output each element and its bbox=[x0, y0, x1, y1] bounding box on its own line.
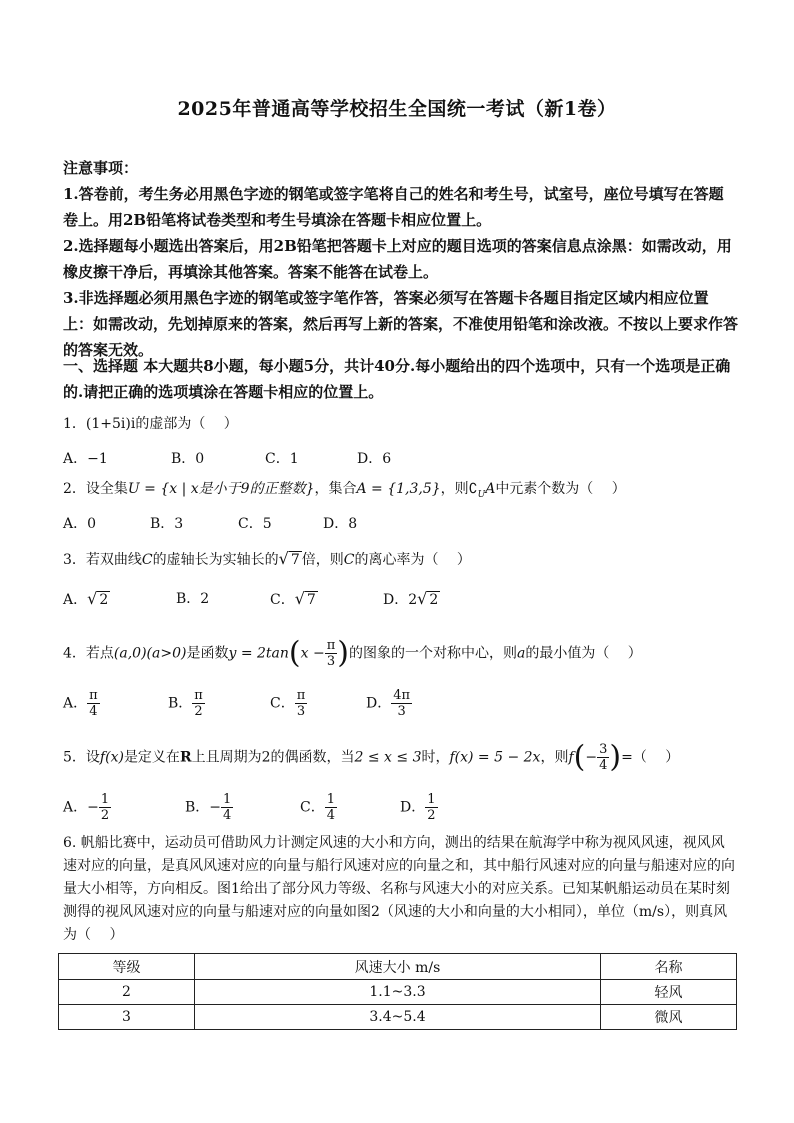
q2-tail: ，则 bbox=[440, 481, 469, 497]
q2-complement-a: A bbox=[485, 481, 496, 497]
q3-a-label: A． bbox=[63, 592, 88, 608]
q4-d-num: 4π bbox=[393, 688, 411, 703]
wind-scale-table bbox=[58, 953, 737, 1030]
q5-b-frac bbox=[221, 792, 233, 823]
table-cell: 3.4~5.4 bbox=[194, 1005, 600, 1030]
q5-R: R bbox=[179, 749, 192, 766]
q3-number: 3．若双曲线 bbox=[63, 552, 142, 568]
q5-c-num: 1 bbox=[326, 792, 335, 807]
q5-c-den: 4 bbox=[326, 808, 335, 823]
q4-c-den: 3 bbox=[296, 704, 306, 719]
q4-d-frac bbox=[391, 688, 412, 719]
q5-fx: f(x) bbox=[99, 749, 124, 766]
q5-b-sign: − bbox=[209, 799, 222, 816]
q5-d-den: 2 bbox=[427, 808, 436, 823]
col-name-header: 名称 bbox=[601, 954, 737, 980]
q4-option-c[interactable] bbox=[270, 688, 307, 719]
q3-a-rad: 2 bbox=[99, 592, 109, 608]
q5-c-frac bbox=[325, 792, 337, 823]
paren-left-icon: ( bbox=[573, 739, 586, 775]
q5-option-d[interactable] bbox=[400, 792, 438, 823]
q5-fraction bbox=[597, 742, 609, 773]
q4-b-den: 2 bbox=[194, 704, 203, 719]
table-header-row bbox=[59, 954, 737, 980]
q4-c-num: π bbox=[296, 688, 306, 703]
q5-b-label: B． bbox=[185, 799, 210, 816]
q4-a-label: A． bbox=[63, 695, 88, 712]
q5-text3: 时， bbox=[421, 749, 450, 766]
q4-three: 3 bbox=[326, 654, 336, 669]
table-cell: 2 bbox=[59, 980, 195, 1005]
q4-c-label: C． bbox=[270, 695, 295, 712]
sqrt-icon: √ bbox=[278, 549, 289, 568]
q2-option-b[interactable]: B．3 bbox=[150, 516, 184, 532]
notice-heading: 注意事项： bbox=[63, 159, 139, 177]
question-3 bbox=[63, 549, 471, 570]
table-cell: 3 bbox=[59, 1005, 195, 1030]
q4-option-b[interactable] bbox=[168, 688, 205, 719]
table-cell: 1.1~3.3 bbox=[194, 980, 600, 1005]
question-5 bbox=[63, 739, 680, 775]
q5-a-frac bbox=[99, 792, 111, 823]
q5-minus: − bbox=[585, 749, 598, 766]
q5-fd: 4 bbox=[599, 758, 608, 773]
q5-text2: 上且周期为2的偶函数，当 bbox=[191, 749, 355, 766]
q4-option-a[interactable] bbox=[63, 688, 100, 719]
q3-d-rad: 2 bbox=[429, 592, 439, 608]
q3-radicand: 7 bbox=[290, 552, 300, 568]
q3-text3: 的离心率为（ ） bbox=[354, 552, 471, 568]
q4-d-label: D． bbox=[366, 695, 392, 712]
q2-end: 中元素个数为（ ） bbox=[495, 481, 626, 497]
notice-item-1: 1.答卷前，考生务必用黑色字迹的钢笔或签字笔将自己的姓名和考生号，试室号，座位号填写在答题卷上。用2B铅笔将试卷类型和考生号填涂在答题卡相应位置上。 bbox=[63, 185, 724, 229]
q5-b-den: 4 bbox=[223, 808, 232, 823]
q4-d-den: 3 bbox=[397, 704, 406, 719]
q4-a-num: π bbox=[89, 688, 98, 703]
paren-right-icon: ) bbox=[609, 739, 622, 775]
q5-c-label: C． bbox=[300, 799, 325, 816]
q1-option-c[interactable]: C．1 bbox=[265, 451, 299, 467]
col-grade-header: 等级 bbox=[59, 954, 195, 980]
q5-text4: ，则 bbox=[540, 749, 569, 766]
q2-option-a[interactable]: A．0 bbox=[63, 516, 97, 532]
question-2 bbox=[63, 479, 626, 505]
q3-c-label: C． bbox=[270, 592, 295, 608]
q1-expr: (1+5i)i bbox=[85, 416, 136, 432]
sqrt-icon: √ bbox=[294, 589, 305, 608]
q4-b-frac bbox=[192, 688, 205, 719]
q5-f: f bbox=[568, 749, 574, 766]
paren-right-icon: ) bbox=[337, 635, 349, 671]
table-cell: 轻风 bbox=[601, 980, 737, 1005]
q3-d-label: D． bbox=[383, 592, 409, 608]
table-row bbox=[59, 980, 737, 1005]
q3-option-c[interactable] bbox=[270, 589, 318, 610]
question-1 bbox=[63, 414, 238, 434]
q3-text1: 的虚轴长为实轴长的 bbox=[152, 552, 279, 568]
q3-c2: C bbox=[343, 552, 355, 568]
q4-text2: 的图象的一个对称中心，则 bbox=[348, 645, 517, 662]
q1-text: 的虚部为（ ） bbox=[135, 416, 238, 432]
q5-text1: 是定义在 bbox=[123, 749, 180, 766]
sqrt-icon: √ bbox=[87, 589, 98, 608]
q2-complement: ∁ bbox=[468, 481, 478, 497]
question-4 bbox=[63, 635, 642, 671]
q4-pi: π bbox=[326, 638, 336, 653]
q4-c-frac bbox=[295, 688, 308, 719]
q2-number: 2．设全集 bbox=[63, 481, 128, 497]
question-6: 6. 帆船比赛中，运动员可借助风力计测定风速的大小和方向，测出的结果在航海学中称为视风风速，视风风速对应的向量，是真风风速对应的向量与船行风速对应的向量之和，其中船行风速对应的向量与船速对应的向量大小相等，方向相反。图1给出了部分风力等级、名称与风速大小的对应关系。已知某帆船运动员在某时刻测得的视风风速对应的向量与船速对应的向量如图2（风速的大小和向量的大小相同），单位（m/s），则真风为（ ） bbox=[63, 835, 735, 943]
q3-text2: 倍，则 bbox=[301, 552, 344, 568]
q3-option-a[interactable] bbox=[63, 589, 110, 610]
q1-option-d[interactable]: D．6 bbox=[357, 451, 392, 467]
q4-option-d[interactable] bbox=[366, 688, 412, 719]
q3-c: C bbox=[141, 552, 153, 568]
q5-option-b[interactable] bbox=[185, 792, 233, 823]
q5-fn: 3 bbox=[599, 742, 608, 757]
q5-a-den: 2 bbox=[100, 808, 110, 823]
q4-a-frac bbox=[87, 688, 100, 719]
q5-text5: =（ ） bbox=[621, 749, 680, 766]
q3-option-b[interactable]: B．2 bbox=[176, 591, 210, 607]
q5-d-num: 1 bbox=[427, 792, 436, 807]
paren-left-icon: ( bbox=[288, 635, 301, 671]
q2-complement-sub: U bbox=[477, 489, 486, 500]
q5-d-frac bbox=[425, 792, 437, 823]
q4-inner: x − bbox=[300, 645, 325, 662]
q5-def: f(x) = 5 − 2x bbox=[449, 749, 541, 766]
q5-a-sign: − bbox=[87, 799, 99, 816]
q5-option-a[interactable] bbox=[63, 792, 111, 823]
notice-item-3: 3.非选择题必须用黑色字迹的钢笔或签字笔作答，答案必须写在答题卡各题目指定区域内相应位置上：如需改动，先划掉原来的答案，然后再写上新的答案，不准使用铅笔和涂改液。不按以上要求作答的答案无效。 bbox=[63, 289, 739, 359]
q5-number: 5．设 bbox=[63, 749, 100, 766]
q1-number: 1． bbox=[63, 416, 86, 432]
q4-number: 4．若点 bbox=[63, 645, 114, 662]
q4-func: y = 2tan bbox=[228, 645, 289, 662]
sqrt-icon: √ bbox=[417, 589, 428, 608]
table-row bbox=[59, 1005, 737, 1030]
q5-d-label: D． bbox=[400, 799, 426, 816]
table-cell: 微风 bbox=[601, 1005, 737, 1030]
q5-a-num: 1 bbox=[100, 792, 110, 807]
q4-b-num: π bbox=[194, 688, 203, 703]
q2-set-a: A = {1,3,5} bbox=[356, 481, 441, 497]
page-title: 2025年普通高等学校招生全国统一考试（新1卷） bbox=[177, 98, 617, 120]
q2-mid: ，集合 bbox=[314, 481, 357, 497]
q2-set-u: U = {x | x是小于9的正整数} bbox=[127, 481, 315, 497]
q3-d-coef: 2 bbox=[408, 592, 418, 608]
q4-point: (a,0)(a>0) bbox=[113, 645, 187, 662]
q3-c-rad: 7 bbox=[306, 592, 316, 608]
q3-option-d[interactable] bbox=[383, 589, 440, 610]
q4-a: a bbox=[516, 645, 526, 662]
q4-a-den: 4 bbox=[89, 704, 98, 719]
notice-item-2: 2.选择题每小题选出答案后，用2B铅笔把答题卡上对应的题目选项的答案信息点涂黑：如需改动，用橡皮擦干净后，再填涂其他答案。答案不能答在试卷上。 bbox=[63, 237, 732, 281]
col-speed-header: 风速大小 m/s bbox=[194, 954, 600, 980]
q4-text1: 是函数 bbox=[186, 645, 229, 662]
q5-a-label: A． bbox=[63, 799, 88, 816]
q5-b-num: 1 bbox=[223, 792, 232, 807]
q5-option-c[interactable] bbox=[300, 792, 337, 823]
q5-cond: 2 ≤ x ≤ 3 bbox=[354, 749, 422, 766]
q2-option-d[interactable]: D．8 bbox=[323, 516, 358, 532]
section-heading: 一、选择题 本大题共8小题，每小题5分，共计40分.每小题给出的四个选项中，只有一个选项是正确的.请把正确的选项填涂在答题卡相应的位置上。 bbox=[63, 357, 731, 401]
q2-option-c[interactable]: C．5 bbox=[238, 516, 272, 532]
q4-text3: 的最小值为（ ） bbox=[525, 645, 642, 662]
q1-option-a[interactable]: A．−1 bbox=[63, 451, 108, 467]
q1-option-b[interactable]: B．0 bbox=[171, 451, 205, 467]
q4-b-label: B． bbox=[168, 695, 193, 712]
q4-pi-fraction bbox=[325, 638, 338, 669]
